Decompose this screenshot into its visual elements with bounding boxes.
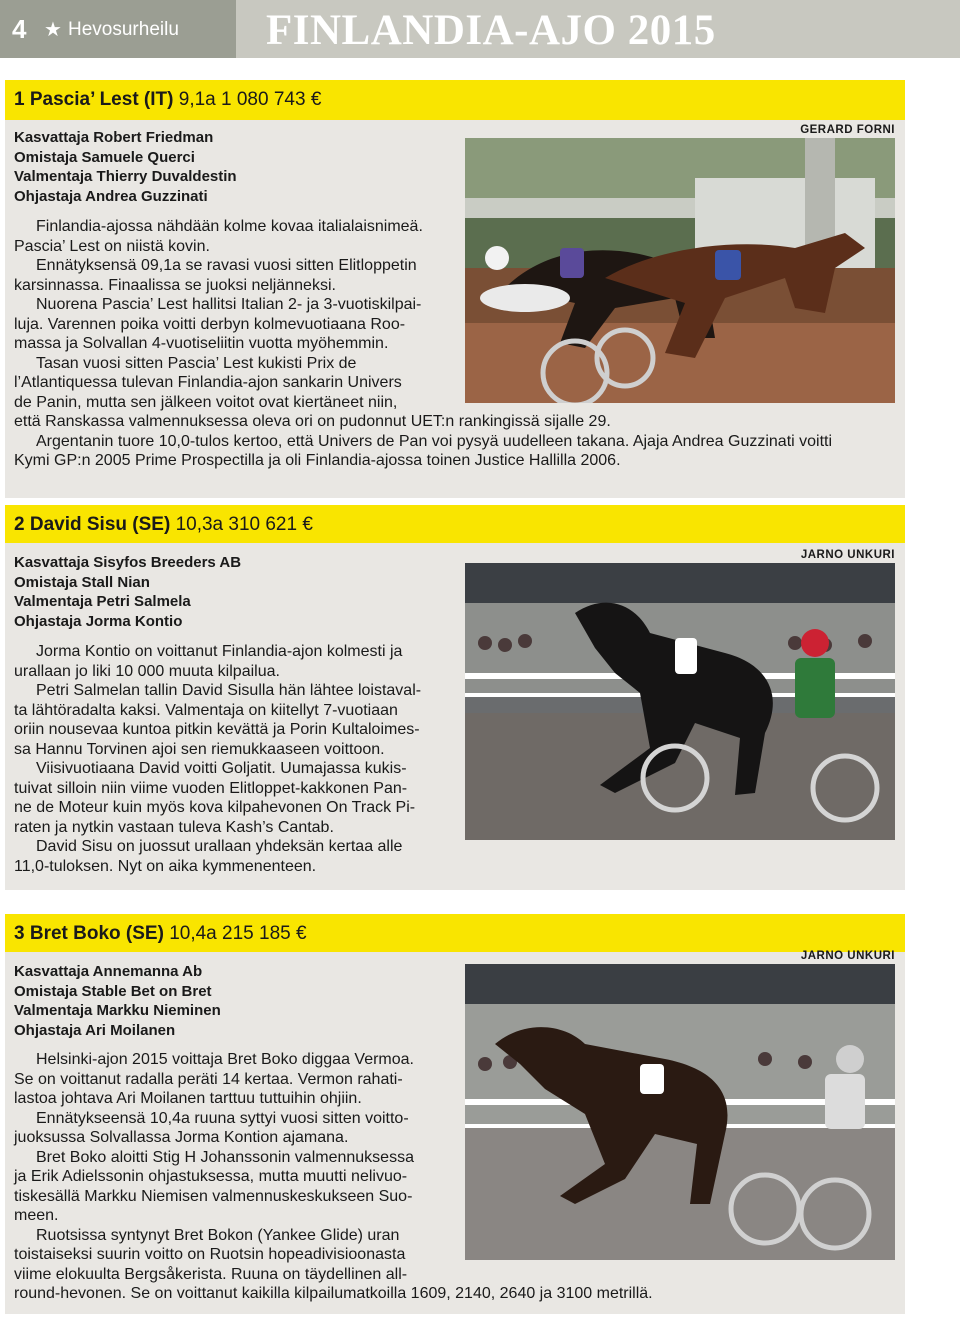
- credit-trainer: Valmentaja Petri Salmela: [14, 593, 191, 610]
- page-number: 4: [12, 14, 27, 44]
- photo-credit: JARNO UNKURI: [800, 549, 895, 561]
- credit-driver: Ohjastaja Jorma Kontio: [14, 612, 183, 630]
- article-3: [5, 914, 905, 1314]
- page-title: FINLANDIA-AJO 2015: [266, 7, 716, 54]
- text-line: Petri Salmelan tallin David Sisulla hän lähtee loistaval-: [36, 682, 422, 699]
- text-line: Nuorena Pascia’ Lest hallitsi Italian 2- ja 3-vuotiskilpai-: [36, 296, 422, 313]
- text-line: Viisivuotiaana David voitti Goljatit. Uumajassa kukis-: [36, 760, 407, 777]
- headline-bar: [5, 505, 905, 543]
- text-line: de Panin, mutta sen jälkeen voitot ovat kiertäneet niin,: [14, 393, 398, 411]
- horse-name: 3 Bret Boko (SE): [14, 923, 164, 944]
- text-line: tuivat silloin niin viime vuoden Elitloppet-kakkonen Pan-: [14, 779, 408, 797]
- text-line: Tasan vuosi sitten Pascia’ Lest kukisti Prix de: [36, 354, 357, 372]
- text-line: ja Erik Adielssonin ohjastuksessa, mutta muutti nelivuo-: [14, 1168, 408, 1185]
- horse-headline: [14, 514, 313, 536]
- horse-record: 10,4a 215 185 €: [169, 923, 307, 944]
- text-line: raten ja nytkin vastaan tuleva Kash’s Cantab.: [14, 818, 334, 836]
- horse-headline: [14, 89, 321, 111]
- text-line: viime elokuulta Bergsåkerista. Ruuna on täydellinen all-: [14, 1265, 408, 1283]
- article-body: [14, 1050, 904, 1304]
- text-line: David Sisu on juossut urallaan yhdeksän kertaa alle: [36, 838, 403, 855]
- credit-trainer: Valmentaja Thierry Duvaldestin: [14, 168, 237, 185]
- credit-breeder: Kasvattaja Robert Friedman: [14, 129, 214, 146]
- text-line: Helsinki-ajon 2015 voittaja Bret Boko diggaa Vermoa.: [36, 1051, 414, 1068]
- text-line: urallaan jo liki 10 000 muuta kilpailua.: [14, 662, 280, 680]
- text-line: Jorma Kontio on voittanut Finlandia-ajon kolmesti ja: [36, 643, 403, 660]
- text-line: Ruotsissa syntynyt Bret Bokon (Yankee Glide) uran: [36, 1226, 400, 1244]
- text-line: meen.: [14, 1207, 59, 1224]
- credits: [14, 553, 241, 631]
- credit-trainer: Valmentaja Markku Nieminen: [14, 1002, 221, 1019]
- credit-breeder: Kasvattaja Annemanna Ab: [14, 963, 203, 980]
- text-line: toistaiseksi suurin voitto on Ruotsin hopeadivisioonasta: [14, 1246, 406, 1263]
- text-line: karsinnassa. Finaalissa se juoksi neljänneksi.: [14, 276, 336, 294]
- credit-owner: Omistaja Stall Nian: [14, 573, 150, 591]
- credits: [14, 128, 237, 206]
- text-line: Bret Boko aloitti Stig H Johanssonin valmennuksessa: [36, 1148, 414, 1166]
- text-line: ta lähtöradalta kaksi. Valmentaja on kiitellyt 7-vuotiaan: [14, 701, 398, 719]
- article-1: [5, 80, 905, 498]
- text-line: Ennätykseensä 10,4a ruuna syttyi vuosi sitten voitto-: [36, 1109, 409, 1127]
- page-header: [0, 0, 960, 58]
- photo-credit: JARNO UNKURI: [800, 950, 895, 962]
- credit-owner: Omistaja Samuele Querci: [14, 148, 195, 166]
- credit-driver: Ohjastaja Andrea Guzzinati: [14, 187, 208, 205]
- horse-record: 10,3a 310 621 €: [175, 514, 313, 535]
- text-line: tiskesällä Markku Niemisen valmennuskeskukseen Suo-: [14, 1187, 413, 1205]
- text-line: Ennätyksensä 09,1a se ravasi vuosi sitten Elitloppetin: [36, 257, 417, 274]
- text-line: että Ranskassa valmennuksessa oleva ori on pudonnut UET:n rankingissä sijalle 29.: [14, 413, 611, 430]
- credit-breeder: Kasvattaja Sisyfos Breeders AB: [14, 554, 242, 571]
- headline-bar: [5, 914, 905, 952]
- credit-driver: Ohjastaja Ari Moilanen: [14, 1021, 176, 1039]
- text-line: oriin nousevaa kuntoa pitkin kevättä ja Porin Kultaloimes-: [14, 721, 420, 738]
- article-body: [14, 642, 904, 876]
- text-line: 11,0-tuloksen. Nyt on aika kymmenenteen.: [14, 857, 317, 875]
- text-line: l’Atlantiquessa tulevan Finlandia-ajon sankarin Univers: [14, 374, 402, 391]
- text-line: Se on voittanut radalla peräti 14 kertaa. Vermon rahati-: [14, 1070, 403, 1088]
- credits: [14, 962, 221, 1040]
- star-icon: ★: [44, 19, 62, 41]
- text-line: Pascia’ Lest on niistä kovin.: [14, 237, 210, 255]
- text-line: round-hevonen. Se on voittanut kaikilla kilpailumatkoilla 1609, 2140, 2640 ja 3100 metrillä.: [14, 1285, 653, 1302]
- article-body: [14, 217, 904, 471]
- text-line: luja. Varennen poika voitti derbyn kolmevuotiaana Roo-: [14, 315, 406, 333]
- headline-bar: [5, 80, 905, 120]
- horse-headline: [14, 923, 307, 945]
- photo-credit: GERARD FORNI: [800, 124, 895, 136]
- text-line: Kymi GP:n 2005 Prime Prospectilla ja oli Finlandia-ajossa toinen Justice Hallilla 2006.: [14, 452, 621, 469]
- article-2: [5, 505, 905, 890]
- text-line: Argentanin tuore 10,0-tulos kertoo, että Univers de Pan voi pysyä uudelleen takana. Ajaja Andrea Guzzinati voitti: [36, 432, 833, 450]
- section-name: Hevosurheilu: [68, 19, 179, 40]
- text-line: ne de Moteur kuin myös kova kilpahevonen On Track Pi-: [14, 799, 416, 816]
- horse-record: 9,1a 1 080 743 €: [178, 89, 322, 110]
- credit-owner: Omistaja Stable Bet on Bret: [14, 982, 212, 1000]
- text-line: massa ja Solvallan 4-vuotiseliitin vuotta myöhemmin.: [14, 335, 389, 352]
- text-line: lastoa johtava Ari Moilanen tarttuu tuttuihin ohjiin.: [14, 1090, 362, 1107]
- text-line: sa Hannu Torvinen ajoi sen riemukkaaseen voittoon.: [14, 740, 385, 758]
- horse-name: 1 Pascia’ Lest (IT): [14, 89, 174, 110]
- text-line: juoksussa Solvallassa Jorma Kontion ajamana.: [14, 1129, 349, 1146]
- horse-name: 2 David Sisu (SE): [14, 514, 171, 535]
- text-line: Finlandia-ajossa nähdään kolme kovaa italialaisnimeä.: [36, 218, 423, 235]
